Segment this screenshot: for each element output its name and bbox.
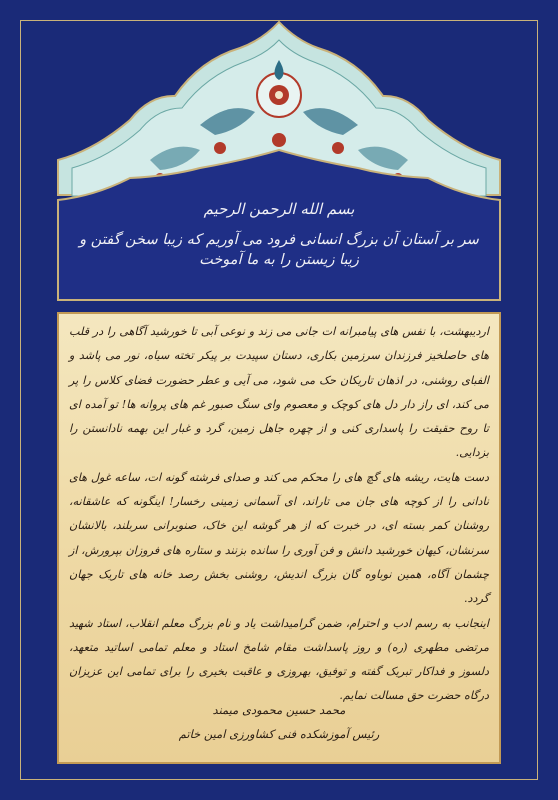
letter-body	[69, 320, 489, 709]
signature-name: محمد حسین محمودی میمند	[212, 703, 346, 717]
letter-paragraph-2: دست هایت، ریشه های گچ های را محکم می کند و صدای فرشته گونه ات، ساعه غول های نادانی را از کوچه های جان می تاراند، ای آسمانی زمینی رخسار! اینگونه که عاشقانه، روشنان کمر بسته ای، در خبرت که از هر گوشه این خاک، صنوبرانی سربلند، بالانشان سرنشان، کیهان خورشید دانش و فن آوری را سانده بزنند و ستاره های فروزان بپرورش، از چشمان آگاه، همین نوباوه گان بزرگ اندیش، روشنی بخش رصد خانه های تاریک جهان گردد.	[69, 470, 489, 606]
dedication-line: سر بر آستان آن بزرگ انسانی فرود می آوریم که زیبا سخن گفتن و زیبا زیستن را به ما آموخت	[79, 232, 479, 268]
letter-paragraph-1: اردیبهشت، با نفس های پیامبرانه ات جانی می زند و نوعی آبی تا خورشید آگاهی را در قلب های حاصلخیز فرزندان سرزمین بکاری، دستان سپیدت بر پیکر تخته سیاه، نور می پاشد و الفبای روشنی، در اذهان تاریکان حک می شود، می آیی و عطر حضورت فضای کلاس را پر می کند، ای راز دار دل های کوچک و معصوم وای سنگ صبور غم های پروانه ها! تو آمده ای تا روح حقیقت را پاسداری کنی و از چهره جاهل زمین، گرد و غبار این بهمه نادانستن را بزدایی.	[69, 325, 489, 460]
letter-paragraph-3: اینجانب به رسم ادب و احترام، ضمن گرامیداشت یاد و نام بزرگ معلم انقلاب، استاد شهید مرتضی مطهری (ره) و روز پاسداشت مقام شامخ استاد و معلم تمامی اساتید متعهد، دلسوز و فداکار تبریک گفته و توفیق، بهروزی و عاقبت بخیری را برای تمامی این عزیزان درگاه حضرت حق مسالت نمایم.	[69, 616, 489, 703]
heading-panel	[70, 190, 488, 276]
parchment-letter	[57, 312, 501, 764]
signature-title: رئیس آموزشکده فنی کشاورزی امین خاتم	[178, 727, 380, 741]
basmala-heading: بسم الله الرحمن الرحيم	[203, 200, 355, 218]
